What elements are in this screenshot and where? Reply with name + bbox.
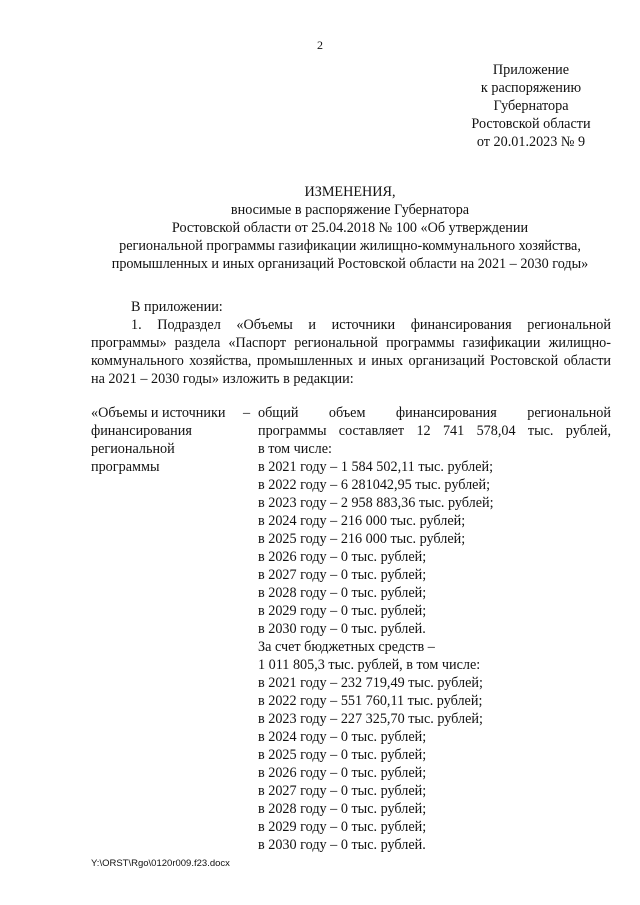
title-line: промышленных и иных организаций Ростовской области на 2021 – 2030 годы» — [111, 256, 589, 272]
year-budget-item: в 2027 году – 0 тыс. рублей; — [258, 783, 427, 799]
year-total-item: в 2023 году – 2 958 883,36 тыс. рублей; — [258, 495, 494, 511]
appendix-line: Ростовской области — [471, 116, 591, 132]
budget-line: 1 011 805,3 тыс. рублей, в том числе: — [258, 657, 481, 673]
year-total-item: в 2028 году – 0 тыс. рублей; — [258, 585, 427, 601]
year-budget-item: в 2026 году – 0 тыс. рублей; — [258, 765, 427, 781]
total-line: в том числе: — [258, 441, 332, 457]
page-number: 2 — [317, 38, 323, 52]
appendix-line: к распоряжению — [480, 80, 582, 96]
table-left-label: «Объемы и источники финансирования региональной программы — [91, 405, 226, 475]
table-dash: – — [243, 405, 251, 421]
year-total-item: в 2024 году – 216 000 тыс. рублей; — [258, 513, 466, 529]
title-line: вносимые в распоряжение Губернатора — [230, 202, 470, 218]
year-budget-item: в 2024 году – 0 тыс. рублей; — [258, 729, 427, 745]
year-total-item: в 2026 году – 0 тыс. рублей; — [258, 549, 427, 565]
year-total-item: в 2022 году – 6 281042,95 тыс. рублей; — [258, 477, 491, 493]
budget-line: За счет бюджетных средств – — [258, 639, 435, 655]
intro-paragraph: 1. Подраздел «Объемы и источники финансирования региональной программы» раздела «Паспорт региональной программы газификации жилищно-коммунального хозяйства, промышленных и иных организаций Ростовской области на 2021 – 2030 годы» изложить в редакции: — [91, 317, 611, 387]
intro-lead: В приложении: — [131, 299, 223, 315]
footer-file-path: Y:\ORST\Rgo\0120r009.f23.docx — [91, 858, 230, 869]
total-line: общий объем финансирования региональной — [258, 405, 611, 421]
year-total-item: в 2029 году – 0 тыс. рублей; — [258, 603, 427, 619]
title-heading: ИЗМЕНЕНИЯ, — [304, 184, 396, 200]
year-budget-item: в 2030 году – 0 тыс. рублей. — [258, 837, 426, 853]
year-total-item: в 2025 году – 216 000 тыс. рублей; — [258, 531, 466, 547]
table-right-column — [258, 404, 611, 854]
document-title — [60, 183, 640, 273]
year-budget-item: в 2023 году – 227 325,70 тыс. рублей; — [258, 711, 483, 727]
total-line: программы составляет 12 741 578,04 тыс. рублей, — [258, 423, 611, 439]
appendix-block — [440, 61, 622, 151]
intro-section — [91, 298, 611, 388]
year-budget-item: в 2029 году – 0 тыс. рублей; — [258, 819, 427, 835]
year-total-item: в 2021 году – 1 584 502,11 тыс. рублей; — [258, 459, 494, 475]
appendix-line: Губернатора — [493, 98, 569, 114]
year-budget-item: в 2028 году – 0 тыс. рублей; — [258, 801, 427, 817]
year-budget-item: в 2021 году – 232 719,49 тыс. рублей; — [258, 675, 483, 691]
title-line: региональной программы газификации жилищно-коммунального хозяйства, — [119, 238, 581, 254]
year-total-item: в 2027 году – 0 тыс. рублей; — [258, 567, 427, 583]
year-budget-item: в 2022 году – 551 760,11 тыс. рублей; — [258, 693, 483, 709]
appendix-line: от 20.01.2023 № 9 — [476, 134, 586, 150]
year-budget-item: в 2025 году – 0 тыс. рублей; — [258, 747, 427, 763]
title-line: Ростовской области от 25.04.2018 № 100 «Об утверждении — [171, 220, 529, 236]
year-total-item: в 2030 году – 0 тыс. рублей. — [258, 621, 426, 637]
appendix-line: Приложение — [492, 62, 570, 78]
